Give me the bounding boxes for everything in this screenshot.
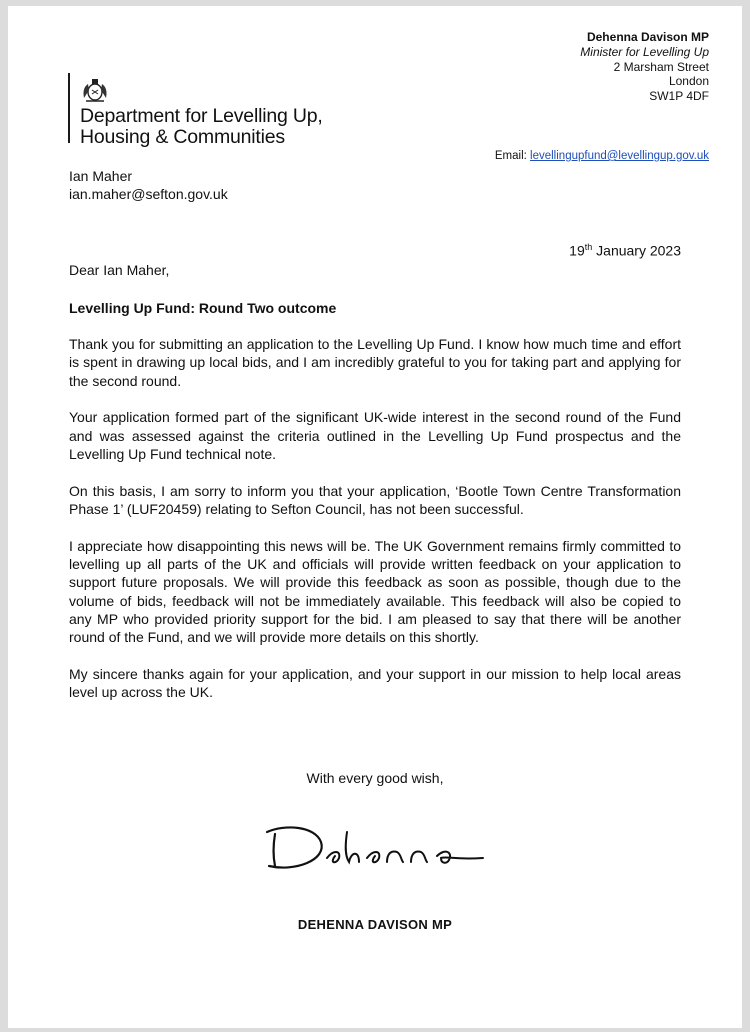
letter-body: [69, 335, 681, 720]
body-paragraph: On this basis, I am sorry to inform you that your application, ‘Bootle Town Centre Transformation Phase 1’ (LUF20459) relating to Sefton Council, has not been successful.: [69, 482, 681, 518]
email-label: Email:: [494, 150, 527, 162]
date-day: 19: [569, 242, 585, 259]
letter-subject: Levelling Up Fund: Round Two outcome: [69, 300, 337, 316]
letter-date: [569, 242, 681, 259]
signature-image: [255, 820, 490, 880]
date-rest: January 2023: [596, 242, 681, 259]
recipient-name: Ian Maher: [69, 168, 133, 184]
department-line-1: Department for Levelling Up,: [80, 105, 323, 127]
body-paragraph: My sincere thanks again for your application, and your support in our mission to help local areas level up across the UK.: [69, 666, 681, 701]
recipient-block: [69, 167, 228, 203]
body-paragraph: Your application formed part of the significant UK-wide interest in the second round of the Fund and was assessed against the criteria outlined in the Levelling Up Fund prospectus and the Levelling Up Fund technical note.: [69, 409, 681, 462]
sender-name: Dehenna Davison MP: [586, 30, 709, 44]
closing-line: With every good wish,: [306, 770, 444, 786]
sender-email-row: [495, 150, 709, 162]
date-suffix: th: [584, 242, 593, 252]
body-paragraph: Thank you for submitting an application to the Levelling Up Fund. I know how much time and effort is spent in drawing up local bids, and I am incredibly grateful to you for taking part and applying for the second round.: [69, 336, 681, 389]
royal-crest-icon: [80, 76, 110, 104]
sender-address-line-2: London: [668, 74, 709, 89]
signatory-name: DEHENNA DAVISON MP: [297, 917, 453, 932]
header-divider: [68, 73, 70, 143]
department-line-2: Housing & Communities: [80, 126, 285, 148]
department-name: [80, 106, 323, 148]
sender-postcode: SW1P 4DF: [649, 89, 709, 104]
sender-address-line-1: 2 Marsham Street: [613, 59, 709, 74]
sender-email-link[interactable]: levellingupfund@levellingup.gov.uk: [530, 150, 709, 162]
body-paragraph: I appreciate how disappointing this news will be. The UK Government remains firmly committed to levelling up all parts of the UK and officials will provide written feedback on your application to support future proposals. We will provide this feedback as soon as possible, though due to the volume of bids, feedback will not be immediately available. This feedback will also be copied to any MP who provided priority support for the bid. I am pleased to say that there will be another round of the Fund, and we will provide more details on this shortly.: [69, 537, 681, 646]
sender-role: Minister for Levelling Up: [580, 44, 709, 59]
recipient-email: ian.maher@sefton.gov.uk: [69, 186, 228, 202]
sender-block: [580, 30, 709, 104]
salutation: Dear Ian Maher,: [69, 262, 170, 278]
